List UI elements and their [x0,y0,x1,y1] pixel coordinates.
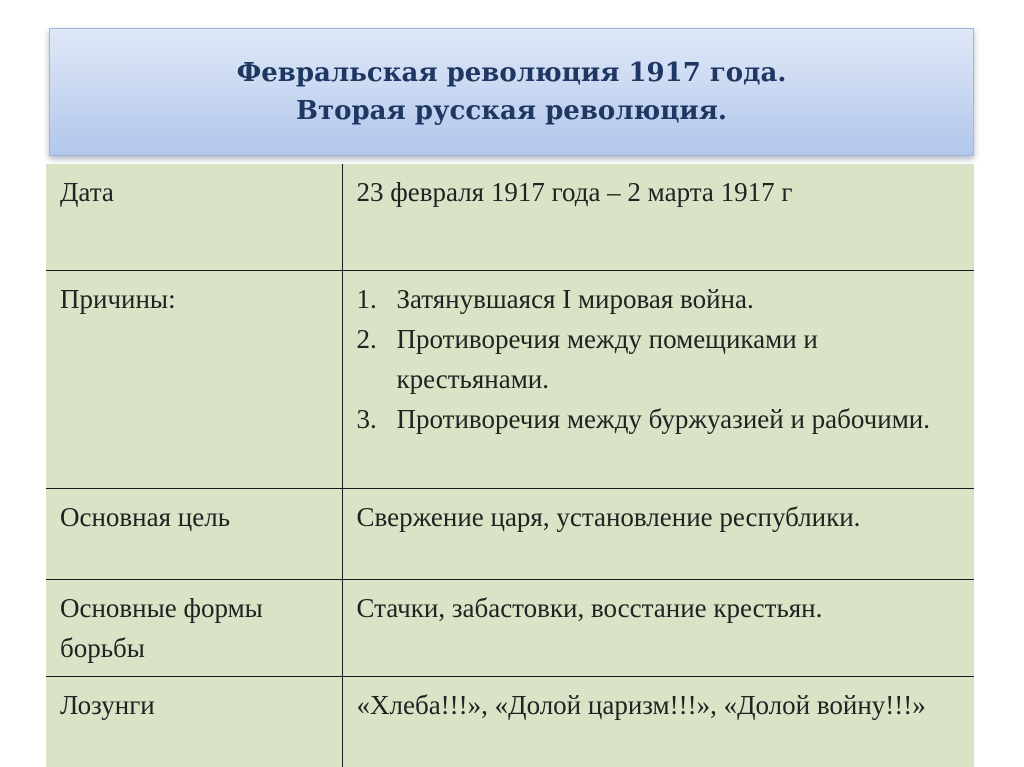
row-value-goal: Свержение царя, установление республики. [342,488,974,579]
list-item-text: Противоречия между помещиками и крестьянами. [396,323,818,394]
slide-subtitle: Вторая русская революция. [296,96,727,126]
list-item-number: 2. [356,323,377,354]
title-banner [49,28,974,156]
list-item [357,279,965,319]
revolution-table [46,164,974,767]
list-item-number: 3. [356,403,377,434]
list-item-text: Затянувшаяся I мировая война. [396,283,754,314]
row-label-slogans: Лозунги [46,676,342,767]
row-value-slogans: «Хлеба!!!», «Долой царизм!!!», «Долой войну!!!» [342,676,974,767]
table-row-causes [46,270,974,488]
table-row-date [46,164,974,270]
list-item [357,319,965,399]
list-item-number: 1. [356,283,377,314]
list-item-text: Противоречия между буржуазией и рабочими. [396,403,931,434]
row-value-date: 23 февраля 1917 года – 2 марта 1917 г [342,164,974,270]
table-row-goal [46,488,974,579]
row-value-causes [342,270,974,488]
slide-title: Февральская революция 1917 года. [236,58,787,88]
table-row-slogans [46,676,974,767]
table-row-forms [46,579,974,676]
list-item [357,399,965,439]
row-label-date: Дата [46,164,342,270]
row-label-causes: Причины: [46,270,342,488]
causes-list [357,279,965,439]
row-label-forms: Основные формы борьбы [46,579,342,676]
row-label-goal: Основная цель [46,488,342,579]
row-value-forms: Стачки, забастовки, восстание крестьян. [342,579,974,676]
